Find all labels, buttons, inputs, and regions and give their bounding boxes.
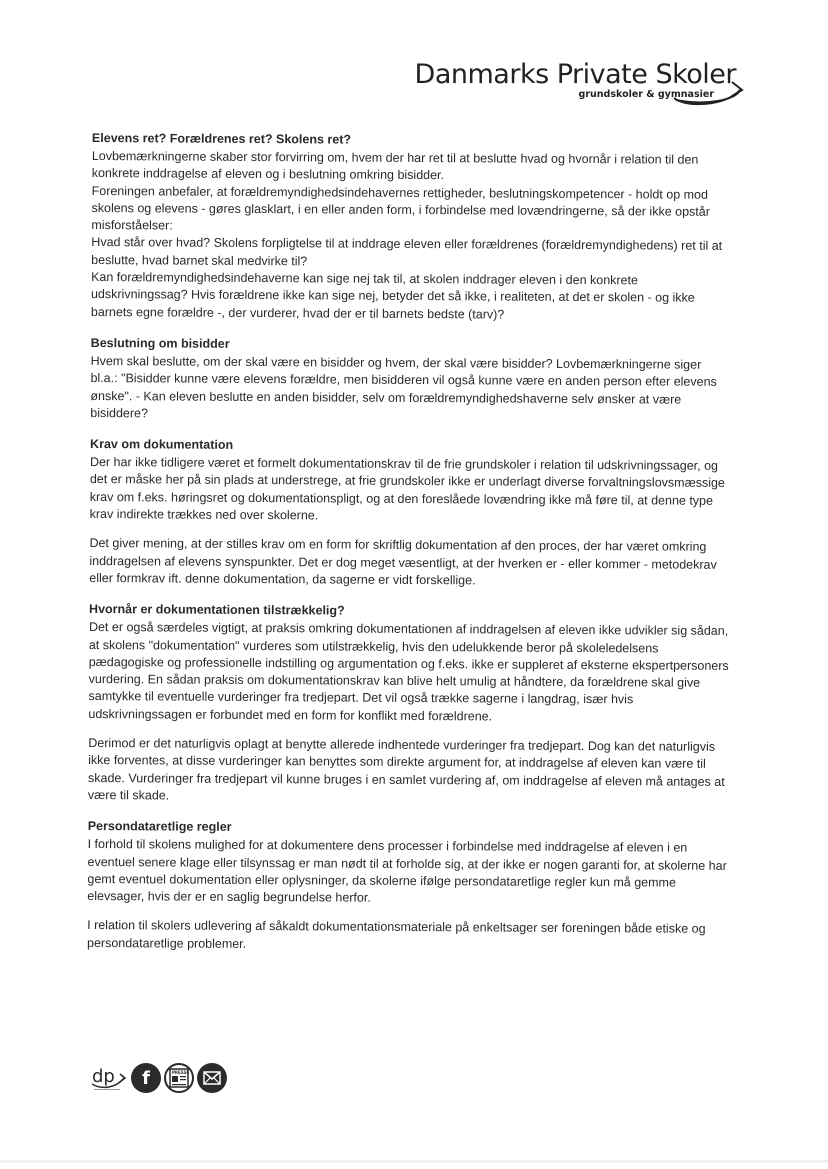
- section-hvornaar-tilstraekkelig: [88, 601, 729, 727]
- paragraph: Det er også særdeles vigtigt, at praksis omkring dokumentationen af inddragelsen af eleven ikke udvikler sig sådan, at skolens "dokumentation" vurderes som utilstrækkelig, hvis den udelukkende beror på skoleledelsens pædagogiske og professionelle indstilling og argumentation og f.eks. ikke er suppleret af eksterne ekspertpersoners vurdering. En sådan praksis om dokumentationskrav kan blive helt umulig at håndtere, da forældrene skal give samtykke til eventuelle vurderinger fra tredjepart. Det vil også trække sagerne i langdrag, især hvis udskrivningssagen er forbundet med en form for konflikt med forældrene.: [88, 620, 729, 724]
- section-heading: Persondataretlige regler: [87, 819, 232, 835]
- paragraph: Hvem skal beslutte, om der skal være en bisidder og hvem, der skal være bisidder? Lovbemærkningerne siger bl.a.: "Bisidder kunne være elevens forældre, men bisidderen vil også kunne være en anden person efter elevens ønske". - Kan eleven beslutte en anden bisidder, selv om forældremyndighedshaverne selv ønsker at være bisiddere?: [90, 353, 717, 421]
- section-heading: Beslutning om bisidder: [90, 335, 230, 351]
- paragraph: Det giver mening, at der stilles krav om en form for skriftlig dokumentation af den proces, der har været omkring inddragelsen af elevens synspunkter. Det er dog meget væsentligt, at der hverken er - eller kommer - metodekrav eller formkrav ift. denne dokumentation, da sagerne er vidt forskellige.: [89, 536, 717, 588]
- paragraph: I relation til skolers udlevering af såkaldt dokumentationsmateriale på enkeltsager ser foreningen både etiske og persondataretlige problemer.: [86, 918, 706, 951]
- paragraph: Lovbemærkningerne skaber stor forvirring om, hvem der har ret til at beslutte hvad og hvornår i relation til den konkrete inddragelse af eleven og i beslutning omkring bisidder.: [91, 148, 699, 183]
- svg-text:dp: dp: [92, 1066, 115, 1087]
- section-udlevering: [87, 917, 727, 956]
- logo-subtitle: grundskoler & gymnasier: [578, 89, 714, 100]
- section-dokumentation-continued: [89, 535, 729, 591]
- logo-title: Danmarks Private Skoler: [414, 59, 736, 90]
- press-icon[interactable]: [164, 1063, 194, 1093]
- paragraph: Kan forældremyndighedsindehaverne kan sige nej tak til, at skolen inddrager eleven i den konkrete udskrivningssag? Hvis forældrene ikke kan sige nej, betyder det så ikke, i realiteten, at det er skolen - og ikke barnets egne forældre -, der vurderer, hvad der er til barnets bedste (tarv)?: [90, 270, 695, 322]
- paragraph: I forhold til skolens mulighed for at dokumentere dens processer i forbindelse med inddragelse af eleven i en eventuel senere klage eller tilsynssag er man nødt til at forholde sig, at der ikke er nogen garanti for, at skolerne har gemt eventuel dokumentation eller oplysninger, da skolerne ifølge persondataretlige regler kun må gemme elevsager, hvis der er en saglig begrundelse herfor.: [87, 837, 727, 905]
- logo-swoosh-icon: [666, 76, 746, 108]
- document-body: [87, 130, 732, 970]
- paragraph: Foreningen anbefaler, at forældremyndighedsindehavernes rettigheder, beslutningskompetencer - holdt op mod skolens og elevens - gøres glasklart, i en eller anden form, i forbindelse med lovændringerne, så der ikke opstår misforståelser:: [91, 183, 710, 233]
- paragraph: Derimod er det naturligvis oplagt at benytte allerede indhentede vurderinger fra tredjepart. Dog kan det naturligvis ikke forventes, at disse vurderinger kan benyttes som direkte argument for, at inddragelse af eleven kan være til skade. Vurderinger fra tredjepart vil kunne bruges i en samlet vurdering af, om inddragelse af eleven må antages at være til skade.: [87, 736, 725, 803]
- facebook-icon[interactable]: [131, 1063, 161, 1093]
- section-heading: Hvornår er dokumentationen tilstrækkelig?: [89, 602, 345, 618]
- organization-logo: [415, 60, 736, 100]
- section-heading: Krav om dokumentation: [90, 437, 234, 453]
- section-beslutning-om-bisidder: [90, 335, 731, 426]
- paragraph: Hvad står over hvad? Skolens forpligtelse til at inddrage eleven eller forældrenes (forældremyndighedens) ret til at beslutte, hvad barnet skal medvirke til?: [91, 235, 723, 269]
- page-edge-divider: [0, 1160, 828, 1163]
- email-icon[interactable]: [197, 1063, 227, 1093]
- facebook-letter: f: [142, 1067, 150, 1089]
- section-krav-om-dokumentation: [90, 436, 731, 527]
- section-elevens-ret: [91, 130, 732, 325]
- section-heading: Elevens ret? Forældrenes ret? Skolens ret?: [91, 130, 352, 147]
- paragraph: Der har ikke tidligere været et formelt dokumentationskrav til de frie grundskoler i relation til udskrivningssager, og det er måske her på sin plads at understrege, at frie grundskoler ikke er underlagt diverse forvaltningslovsmæssige krav om f.eks. høringsret og dokumentationspligt, og at den foreslåede lovændring ikke må føre til, at denne type krav indirekte trækkes ned over skolerne.: [89, 455, 725, 523]
- dp-logo-icon[interactable]: [88, 1062, 128, 1094]
- section-persondataretlige-regler: [87, 818, 728, 909]
- svg-text:PRESSE: PRESSE: [172, 1070, 190, 1075]
- footer-icons: [88, 1062, 227, 1094]
- section-tredjepart: [88, 735, 728, 808]
